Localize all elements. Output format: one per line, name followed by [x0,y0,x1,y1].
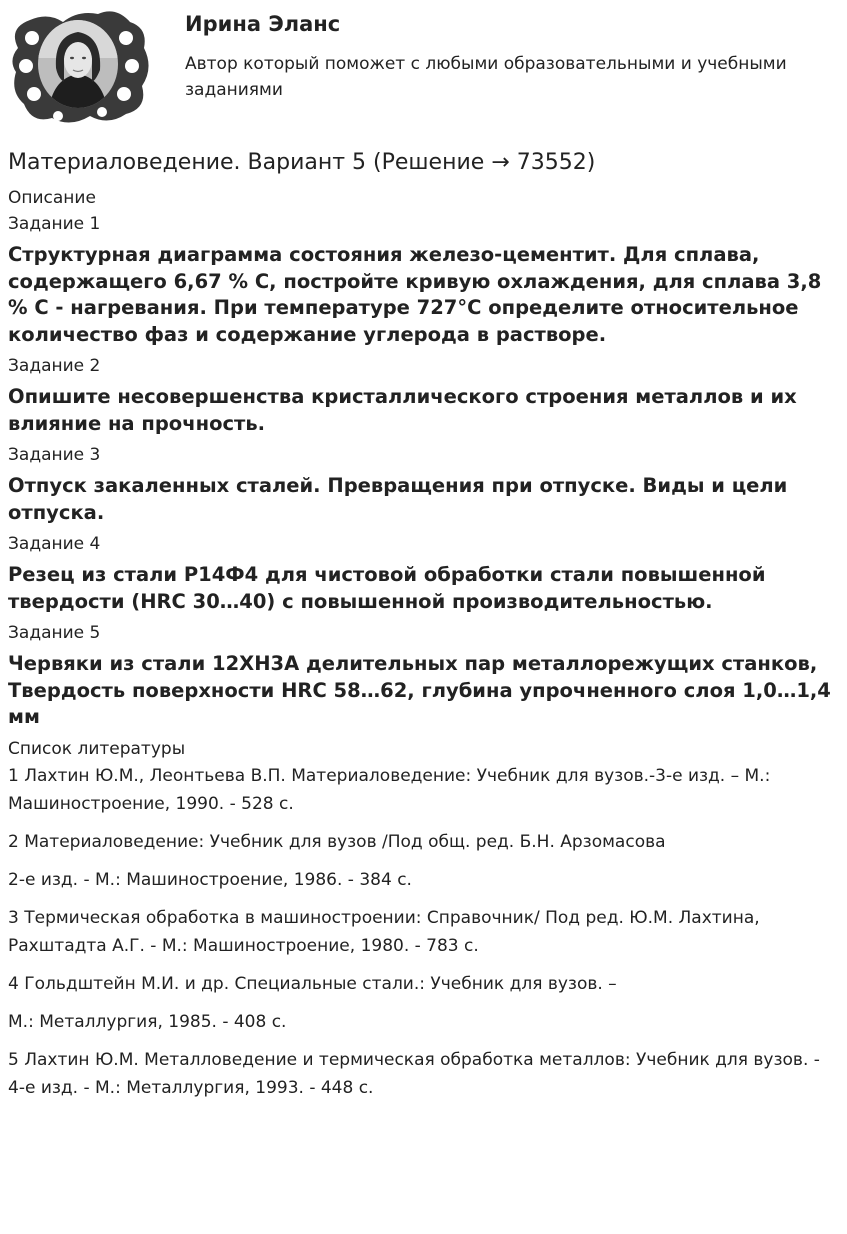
author-avatar [8,8,150,126]
description-label: Описание [8,188,96,208]
task-block [8,620,840,731]
author-header [0,0,847,140]
literature-list [8,762,840,1102]
task-block [8,211,840,348]
task-text: Структурная диаграмма состояния железо-цементит. Для сплава, содержащего 6,67 % С, постройте кривую охлаждения, для сплава 3,8 % С - нагревания. При температуре 727°С определите относительное количество фаз и содержание углерода в растворе. [8,243,822,346]
literature-item: 2-е изд. - М.: Машиностроение, 1986. - 384 с. [8,869,412,890]
task-label: Задание 2 [8,356,101,376]
task-label: Задание 3 [8,445,101,465]
literature-item: 5 Лахтин Ю.М. Металловедение и термическая обработка металлов: Учебник для вузов. - 4-е изд. - М.: Металлургия, 1993. - 448 с. [8,1049,820,1098]
task-block [8,442,840,526]
literature-item: М.: Металлургия, 1985. - 408 с. [8,1011,287,1032]
page-title: Материаловедение. Вариант 5 (Решение → 73552) [8,150,596,175]
task-label: Задание 4 [8,534,101,554]
literature-item: 1 Лахтин Ю.М., Леонтьева В.П. Материаловедение: Учебник для вузов.-3-е изд. – М.: Машиностроение, 1990. - 528 с. [8,765,771,814]
author-description: Автор который поможет с любыми образовательными и учебными заданиями [185,54,787,100]
literature-item: 4 Гольдштейн М.И. и др. Специальные стали.: Учебник для вузов. – [8,973,617,994]
task-text: Отпуск закаленных сталей. Превращения при отпуске. Виды и цели отпуска. [8,474,788,524]
task-block [8,531,840,615]
task-text: Опишите несовершенства кристаллического строения металлов и их влияние на прочность. [8,385,797,435]
task-label: Задание 1 [8,214,101,234]
author-name: Ирина Эланс [185,12,341,36]
main-content [8,147,840,1104]
literature-item: 2 Материаловедение: Учебник для вузов /Под общ. ред. Б.Н. Арзомасова [8,831,666,852]
literature-label: Список литературы [8,738,186,759]
task-block [8,353,840,437]
task-label: Задание 5 [8,623,101,643]
task-text: Червяки из стали 12ХН3А делительных пар металлорежущих станков, Твердость поверхности HRC 58…62, глубина упрочненного слоя 1,0…1,4 мм [8,652,831,728]
task-text: Резец из стали Р14Ф4 для чистовой обработки стали повышенной твердости (HRC 30…40) с повышенной производительностью. [8,563,766,613]
literature-item: 3 Термическая обработка в машиностроении: Справочник/ Под ред. Ю.М. Лахтина, Рахштадта А.Г. - М.: Машиностроение, 1980. - 783 с. [8,907,760,956]
